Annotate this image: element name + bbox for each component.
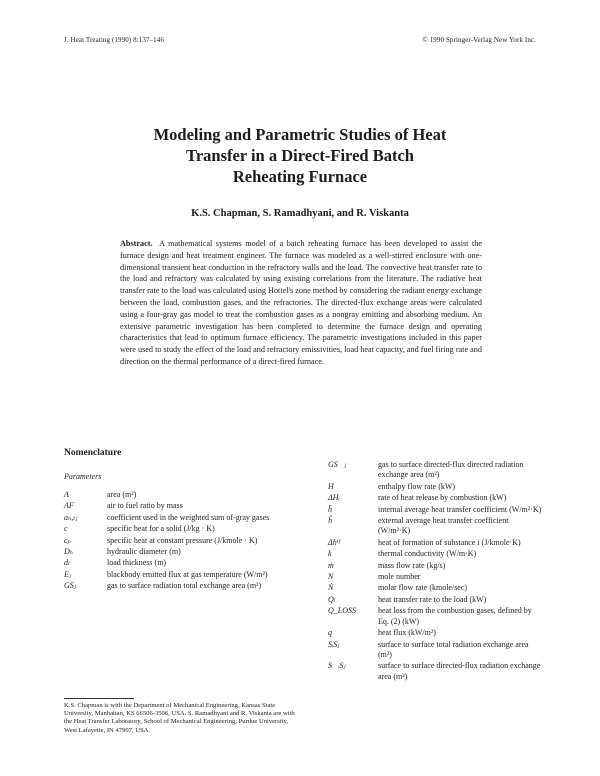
nomenclature-symbol: c (64, 524, 68, 534)
nomenclature-entry (64, 536, 304, 546)
nomenclature-definition: heat transfer rate to the load (kW) (378, 594, 487, 604)
nomenclature-entry (64, 558, 304, 568)
nomenclature-entry (64, 570, 304, 580)
nomenclature-right-column (322, 460, 542, 683)
nomenclature-symbol: cₚ (64, 535, 71, 545)
abstract-text: A mathematical systems model of a batch reheating furnace has been developed to assist the furnace design and heat treatment engineer. The furnace was modeled as a well-stirred enclosure with one-dimensional transient heat conduction in the refractory walls and the load. The convective heat transfer rate to the load and refractory was calculated by using existing correlations from the literature. The radiative heat transfer rate to the load was calculated using Hottel's zone method by considering the radiant energy exchange between the load, combustion gases, and the refractories. The directed-flux exchange areas were calculated using a four-gray gas model to treat the combustion gases as a nongray emitting and absorbing medium. An extensive parametric investigation has been completed to determine the furnace design and operating characteristics that lead to optimum furnace efficiency. The parametric investigations included in this paper were used to study the effect of the load and refractory emissivities, load heat capacity, and fuel firing rate and direction on the thermal performance of a direct-fired furnace. (120, 239, 482, 366)
nomenclature-entry (64, 501, 304, 511)
nomenclature-symbol: ṁ (328, 560, 334, 570)
title-line: Modeling and Parametric Studies of Heat (153, 125, 447, 144)
nomenclature-definition: load thickness (m) (107, 558, 167, 568)
nomenclature-definition: molar flow rate (kmole/sec) (378, 583, 468, 593)
nomenclature-symbol: q (328, 628, 332, 638)
nomenclature-symbol: h̄ (328, 504, 332, 514)
nomenclature-definition: specific heat for a solid (J/kg · K) (107, 524, 215, 534)
nomenclature-entry (322, 493, 542, 503)
nomenclature-symbol: N (328, 572, 334, 582)
nomenclature-symbol: GSⱼ (64, 581, 76, 591)
nomenclature-entry (64, 547, 304, 557)
nomenclature-list-right (322, 460, 542, 682)
nomenclature-symbol: S⃗ᵢSⱼ (328, 661, 346, 671)
parameters-subheading: Parameters (64, 472, 102, 481)
nomenclature-definition: coefficient used in the weighted sum of-gray gases (107, 512, 270, 522)
author-footnote (64, 698, 296, 735)
nomenclature-entry (322, 606, 542, 627)
paper-title (80, 124, 520, 187)
abstract (120, 238, 482, 368)
nomenclature-symbol: Ṅ (328, 583, 334, 593)
nomenclature-symbol: SᵢSⱼ (328, 639, 340, 649)
nomenclature-entry (322, 628, 542, 638)
journal-citation: J. Heat Treating (1990) 8:137–146 (64, 36, 164, 44)
nomenclature-symbol: Δhⁱᶠ (328, 537, 340, 547)
nomenclature-symbol: Dₕ (64, 547, 74, 557)
footnote-rule (64, 698, 134, 699)
nomenclature-symbol: Eⱼ (64, 569, 71, 579)
nomenclature-definition: hydraulic diameter (m) (107, 547, 181, 557)
nomenclature-symbol: k (328, 549, 332, 559)
nomenclature-entry (64, 581, 304, 591)
title-line: Transfer in a Direct-Fired Batch (186, 146, 414, 165)
title-line: Reheating Furnace (232, 167, 368, 186)
nomenclature-entry (322, 561, 542, 571)
author-list: K.S. Chapman, S. Ramadhyani, and R. Viskanta (191, 208, 409, 219)
nomenclature-entry (322, 516, 542, 537)
nomenclature-symbol: H (328, 481, 334, 491)
copyright-notice: © 1990 Springer-Verlag New York Inc. (422, 36, 536, 44)
nomenclature-left-column (64, 448, 304, 593)
nomenclature-definition: external average heat transfer coefficient (W/m²·K) (378, 516, 509, 536)
nomenclature-heading: Nomenclature (64, 448, 122, 458)
abstract-label: Abstract. (120, 239, 153, 248)
nomenclature-entry (64, 490, 304, 500)
nomenclature-definition: internal average heat transfer coefficient (W/m²·K) (378, 504, 542, 514)
nomenclature-definition: specific heat at constant pressure (J/kmole · K) (107, 535, 258, 545)
nomenclature-symbol: aₙ,ₜⱼ (64, 512, 78, 522)
nomenclature-entry (64, 513, 304, 523)
nomenclature-symbol: AF (64, 501, 74, 511)
nomenclature-symbol: GS⃗ⱼ (328, 460, 347, 469)
nomenclature-definition: heat loss from the combustion gases, defined by Eq. (2) (kW) (378, 606, 532, 626)
nomenclature-definition: heat of formation of substance i (J/kmole·K) (378, 537, 521, 547)
nomenclature-definition: surface to surface total radiation exchange area (m²) (378, 639, 529, 659)
nomenclature-definition: thermal conductivity (W/m·K) (378, 549, 477, 559)
nomenclature-entry (322, 640, 542, 661)
nomenclature-definition: blackbody emitted flux at gas temperature (W/m²) (107, 569, 268, 579)
nomenclature-symbol: A (64, 490, 69, 499)
nomenclature-definition: mole number (378, 572, 421, 582)
nomenclature-symbol: dₗ (64, 558, 70, 568)
nomenclature-entry (322, 538, 542, 548)
nomenclature-definition: area (m²) (107, 490, 137, 499)
nomenclature-symbol: ΔHᵣ (328, 493, 341, 503)
nomenclature-definition: heat flux (kW/m²) (378, 628, 436, 638)
nomenclature-definition: gas to surface radiation total exchange area (m²) (107, 581, 262, 591)
nomenclature-entry (322, 595, 542, 605)
nomenclature-symbol: Q_LOSS (328, 606, 357, 616)
nomenclature-entry (322, 482, 542, 492)
nomenclature-entry (322, 505, 542, 515)
footnote-text: K.S. Chapman is with the Department of Mechanical Engineering, Kansas State University, Manhattan, KS 66506-3506, USA. S. Ramadhyani and R. Viskanta are with the Heat Transfer Laboratory, School of Mechanical Engineering, Purdue University, West Lafayette, IN 47907, USA. (64, 702, 295, 734)
nomenclature-definition: surface to surface directed-flux radiation exchange area (m²) (378, 661, 541, 681)
nomenclature-entry (64, 524, 304, 534)
nomenclature-entry (322, 460, 542, 481)
nomenclature-symbol: Qₗ (328, 594, 336, 604)
nomenclature-entry (322, 549, 542, 559)
nomenclature-list-left (64, 490, 304, 592)
nomenclature-definition: mass flow rate (kg/s) (378, 560, 446, 570)
nomenclature-definition: gas to surface directed-flux directed radiation exchange area (m²) (378, 460, 524, 480)
nomenclature-entry (322, 661, 542, 682)
nomenclature-entry (322, 572, 542, 582)
nomenclature-definition: air to fuel ratio by mass (107, 501, 183, 511)
nomenclature-definition: enthalpy flow rate (kW) (378, 481, 456, 491)
nomenclature-symbol: ĥ (328, 516, 332, 526)
nomenclature-definition: rate of heat release by combustion (kW) (378, 493, 507, 503)
nomenclature-entry (322, 583, 542, 593)
